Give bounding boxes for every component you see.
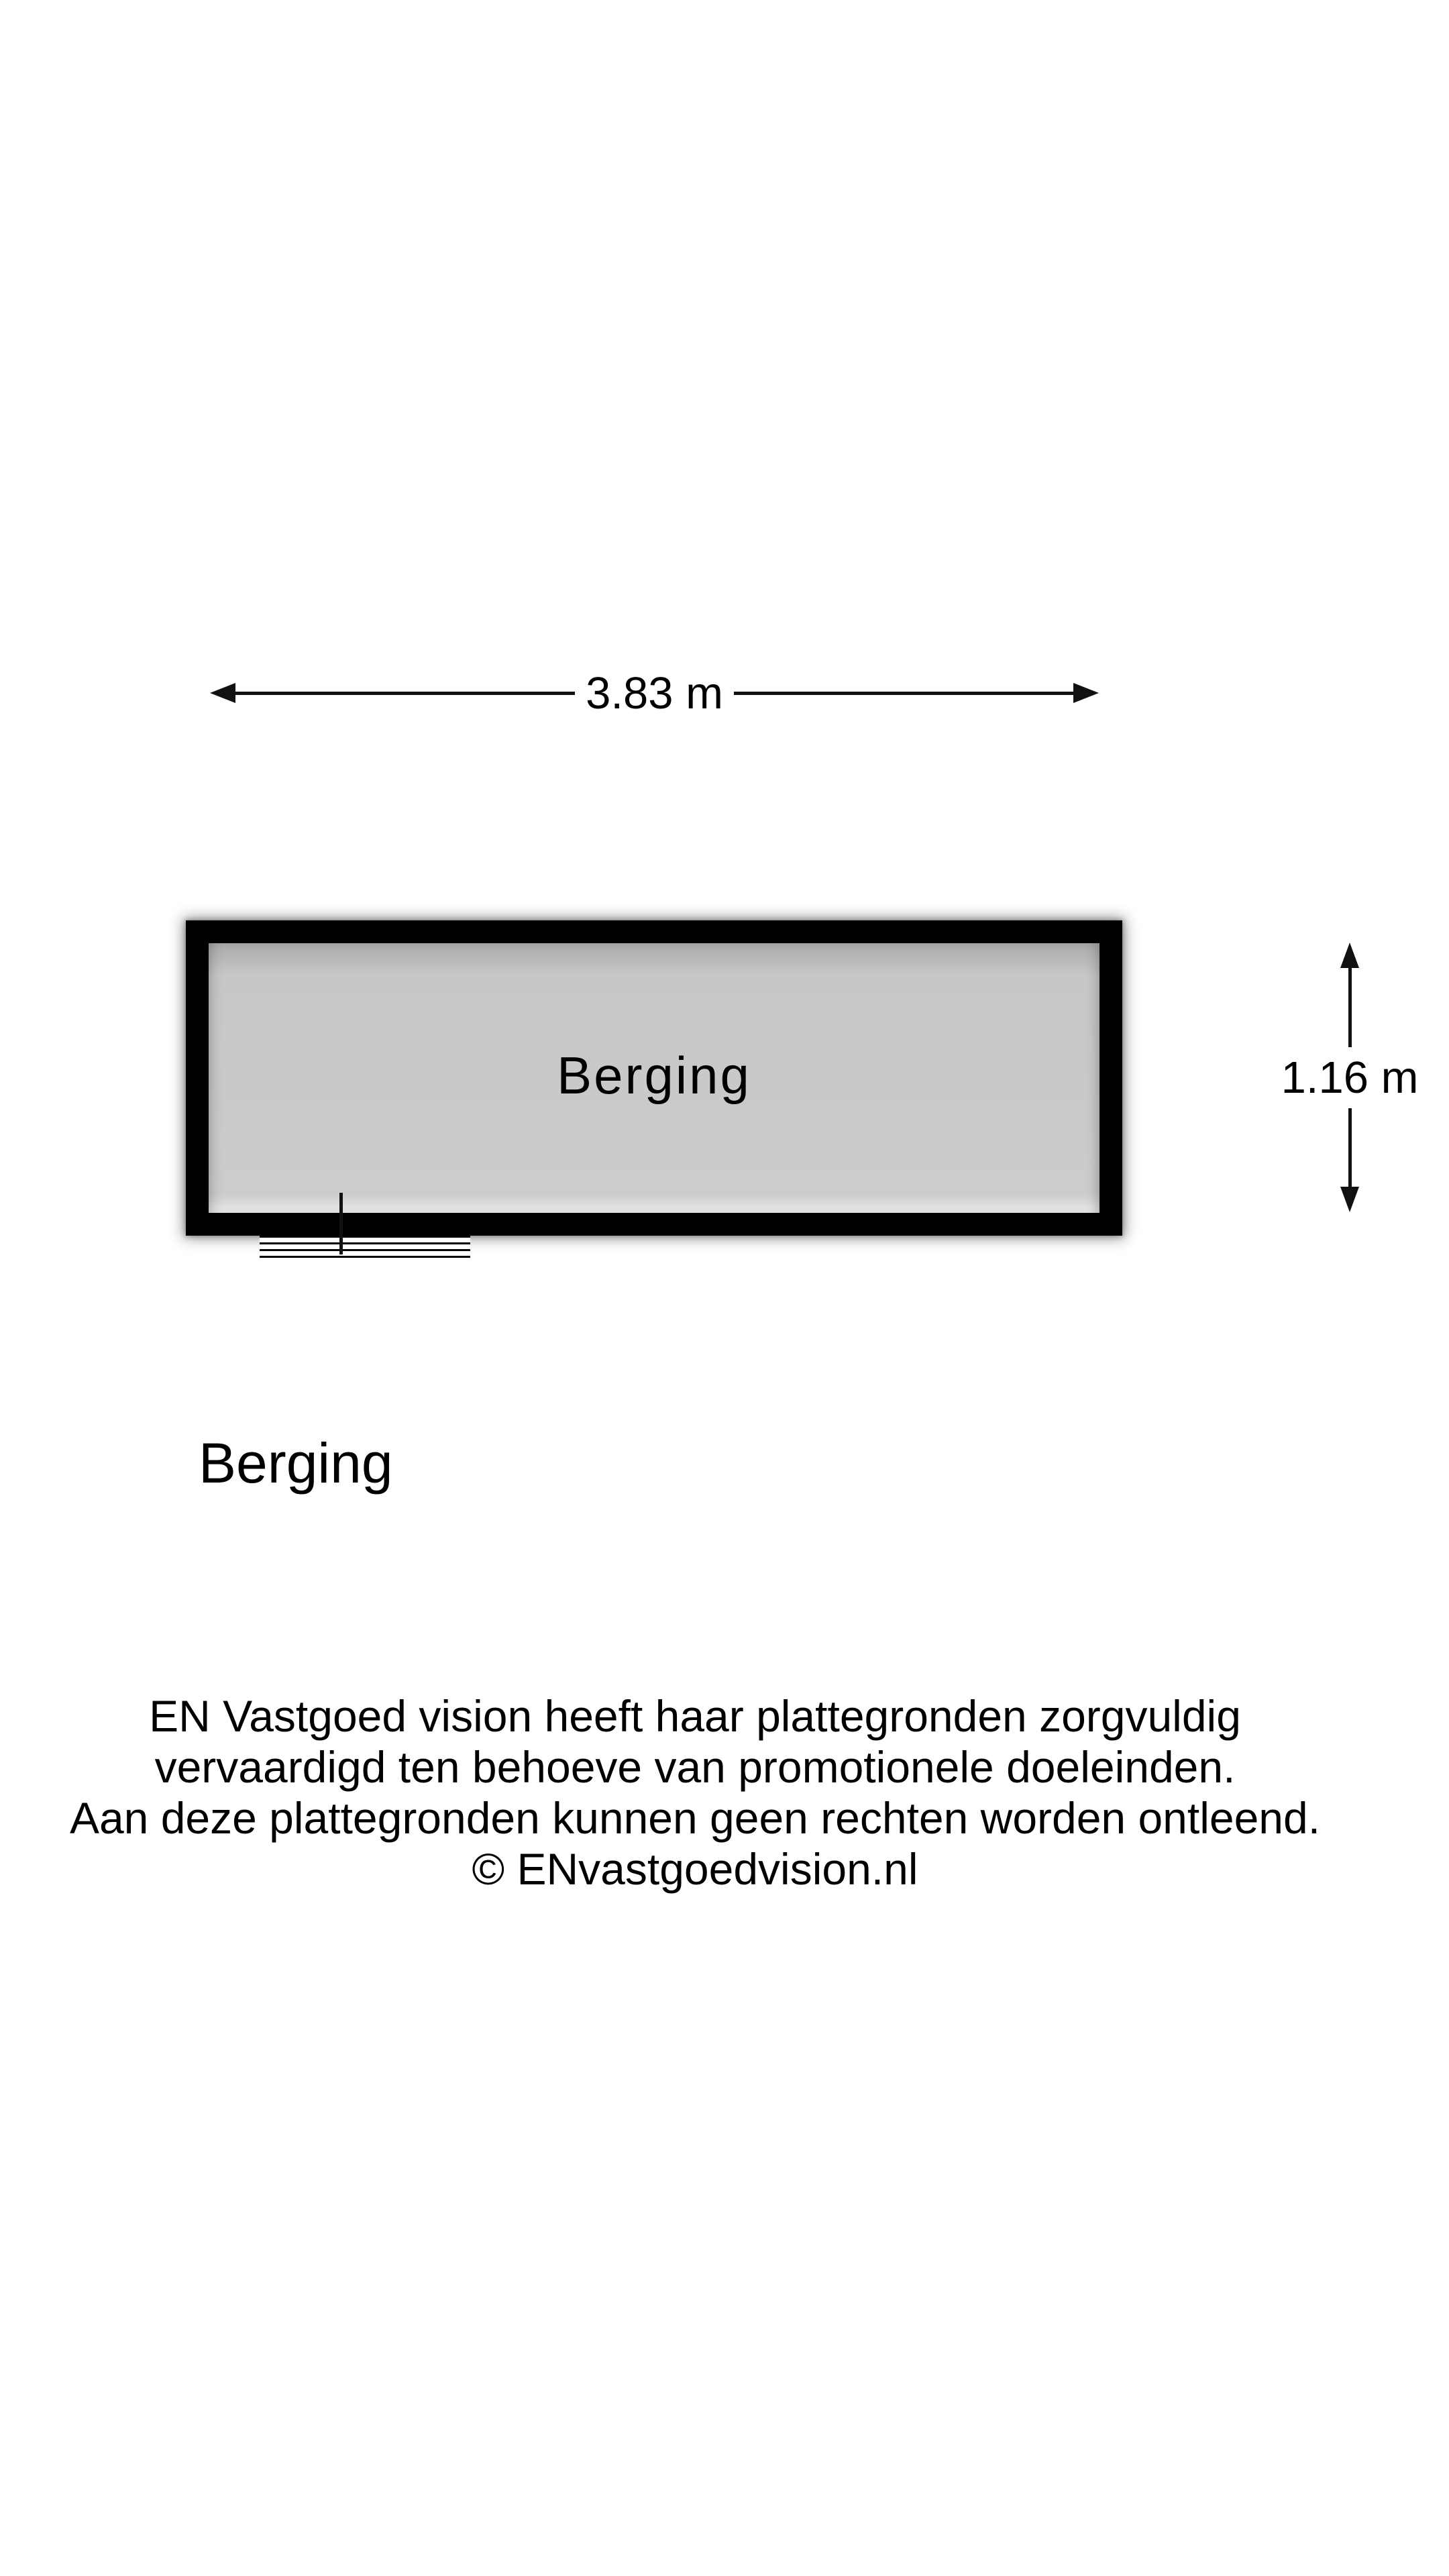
room-floor (209, 943, 1099, 1213)
disclaimer-line: EN Vastgoed vision heeft haar plattegronden zorgvuldig (149, 1691, 1241, 1741)
page-title: Berging (199, 1432, 393, 1495)
disclaimer-line: © ENvastgoedvision.nl (472, 1844, 918, 1894)
dimension-line (1348, 968, 1352, 1047)
width-dimension (210, 667, 1099, 718)
arrowhead-up-icon (1340, 943, 1359, 968)
disclaimer-line: Aan deze plattegronden kunnen geen rechten worden ontleend. (69, 1793, 1321, 1843)
disclaimer (0, 1690, 1390, 1894)
dimension-line (734, 692, 1073, 695)
dimension-line (235, 692, 575, 695)
arrowhead-left-icon (210, 683, 235, 703)
arrowhead-right-icon (1073, 683, 1099, 703)
width-dimension-label: 3.83 m (586, 667, 723, 718)
dimension-line (1348, 1108, 1352, 1187)
window-icon (260, 1236, 470, 1258)
room-label: Berging (557, 1046, 751, 1105)
disclaimer-line: vervaardigd ten behoeve van promotionele doeleinden. (154, 1742, 1236, 1792)
arrowhead-down-icon (1340, 1187, 1359, 1212)
height-dimension (1281, 943, 1419, 1212)
height-dimension-label: 1.16 m (1281, 1052, 1419, 1103)
floor-plan-room (186, 920, 1122, 1236)
window-center-line (339, 1193, 343, 1254)
